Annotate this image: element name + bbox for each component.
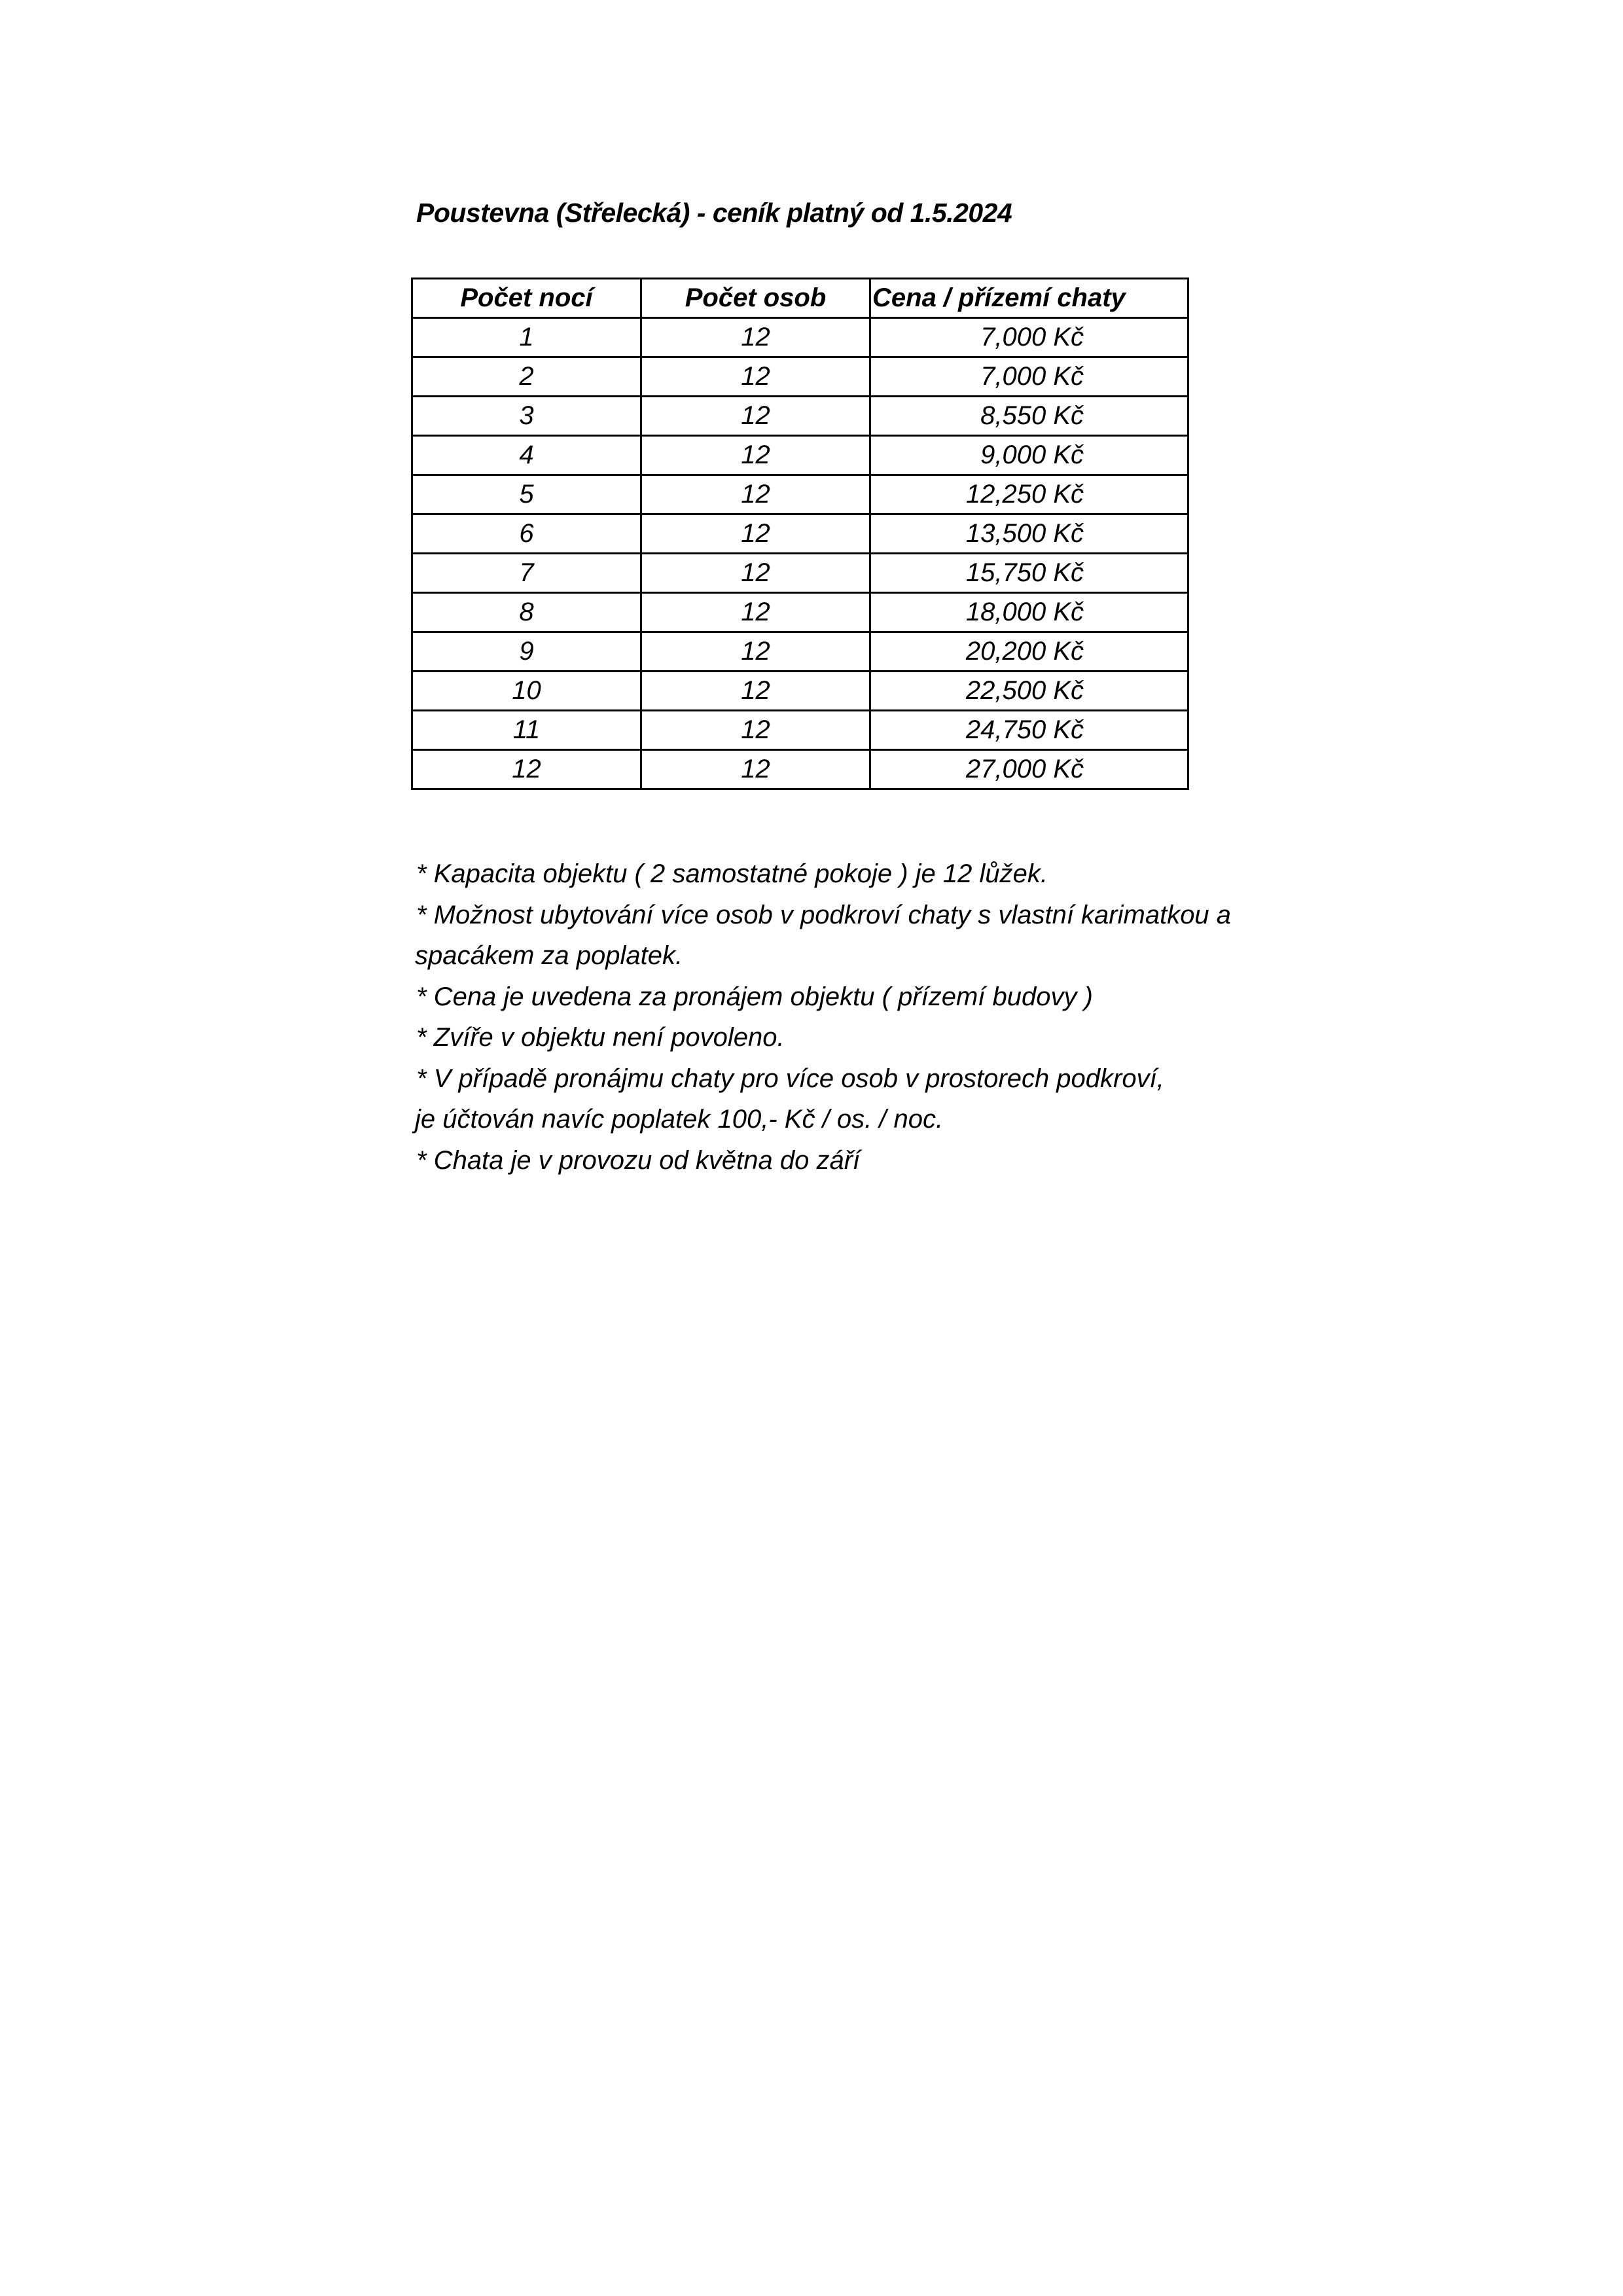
note-capacity: * Kapacita objektu ( 2 samostatné pokoje ) je 12 lůžek. [416, 859, 1048, 888]
cell-price: 12,250 Kč [870, 475, 1188, 514]
cell-nights: 10 [412, 672, 641, 711]
table-row [412, 514, 1188, 554]
cell-persons: 12 [641, 318, 870, 357]
cell-persons: 12 [641, 436, 870, 475]
cell-price: 20,200 Kč [870, 632, 1188, 672]
cell-nights: 7 [412, 554, 641, 593]
note-price-scope: * Cena je uvedena za pronájem objektu ( přízemí budovy ) [416, 982, 1093, 1011]
cell-price: 7,000 Kč [870, 357, 1188, 397]
cell-persons: 12 [641, 554, 870, 593]
cell-price: 22,500 Kč [870, 672, 1188, 711]
header-price: Cena / přízemí chaty [870, 279, 1188, 318]
header-persons: Počet osob [641, 279, 870, 318]
cell-nights: 11 [412, 711, 641, 750]
table-row [412, 554, 1188, 593]
cell-persons: 12 [641, 711, 870, 750]
table-row [412, 593, 1188, 632]
cell-persons: 12 [641, 514, 870, 554]
table-row [412, 711, 1188, 750]
document-title: Poustevna (Střelecká) - ceník platný od 1.5.2024 [416, 198, 1012, 228]
cell-nights: 8 [412, 593, 641, 632]
table-row [412, 436, 1188, 475]
cell-nights: 9 [412, 632, 641, 672]
cell-persons: 12 [641, 475, 870, 514]
cell-nights: 3 [412, 397, 641, 436]
cell-persons: 12 [641, 672, 870, 711]
header-nights: Počet nocí [412, 279, 641, 318]
table-row [412, 632, 1188, 672]
cell-price: 13,500 Kč [870, 514, 1188, 554]
cell-price: 27,000 Kč [870, 750, 1188, 789]
note-extra-guests-cont: spacákem za poplatek. [415, 941, 683, 970]
table-header-row [412, 279, 1188, 318]
cell-price: 15,750 Kč [870, 554, 1188, 593]
table-row [412, 397, 1188, 436]
table-row [412, 357, 1188, 397]
note-attic-fee-cont: je účtován navíc poplatek 100,- Kč / os. / noc. [415, 1105, 944, 1134]
table-row [412, 750, 1188, 789]
table-row [412, 672, 1188, 711]
table-row [412, 475, 1188, 514]
note-season: * Chata je v provozu od května do září [416, 1145, 861, 1175]
cell-price: 9,000 Kč [870, 436, 1188, 475]
cell-persons: 12 [641, 632, 870, 672]
cell-nights: 4 [412, 436, 641, 475]
cell-nights: 5 [412, 475, 641, 514]
cell-nights: 6 [412, 514, 641, 554]
table-row [412, 318, 1188, 357]
note-extra-guests: * Možnost ubytování více osob v podkroví chaty s vlastní karimatkou a [416, 900, 1232, 929]
cell-nights: 1 [412, 318, 641, 357]
cell-price: 24,750 Kč [870, 711, 1188, 750]
cell-nights: 2 [412, 357, 641, 397]
cell-persons: 12 [641, 750, 870, 789]
cell-persons: 12 [641, 397, 870, 436]
cell-persons: 12 [641, 593, 870, 632]
note-no-pets: * Zvíře v objektu není povoleno. [416, 1023, 785, 1052]
cell-persons: 12 [641, 357, 870, 397]
cell-price: 8,550 Kč [870, 397, 1188, 436]
notes-section [416, 853, 1231, 1181]
cell-price: 18,000 Kč [870, 593, 1188, 632]
cell-nights: 12 [412, 750, 641, 789]
note-attic-fee: * V případě pronájmu chaty pro více osob v prostorech podkroví, [416, 1064, 1164, 1093]
price-table [411, 278, 1189, 790]
cell-price: 7,000 Kč [870, 318, 1188, 357]
